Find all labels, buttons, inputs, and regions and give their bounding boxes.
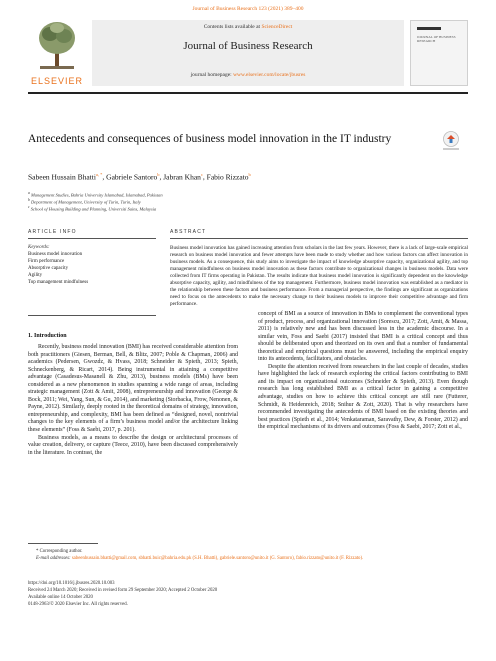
- available-online: Available online 14 October 2020: [28, 595, 93, 600]
- email-label: E-mail addresses:: [36, 556, 71, 561]
- cover-text: JOURNAL OF BUSINESS RESEARCH: [417, 35, 456, 43]
- keyword: Business model innovation: [28, 252, 83, 257]
- received-dates: Received 24 March 2020; Received in revised form 29 September 2020; Accepted 2 October 2020: [28, 588, 218, 593]
- affiliation: [28, 205, 448, 212]
- author-sup[interactable]: c: [200, 172, 203, 177]
- corresponding-author-note: * Corresponding author.: [36, 549, 83, 554]
- homepage-prefix: journal homepage:: [190, 72, 234, 78]
- body-paragraph: concept of BMI as a source of innovation in BMs to complement the conventional types of product, process, and organizational innovation (Sorescu, 2017; Zott, Amit, & Massa, 2011) is relatively new and has been discussed less in the academic discourse. In a similar vein, Foss and Saebi (2017) insisted that BMI is a critical concept and thus should be deliberated upon and theorized on its own and that a number of fundamental theoretical and empirical questions must be answered, including the empirical enquiry into its antecedents, facilitators, and obstacles.: [258, 311, 468, 363]
- affiliation: [28, 198, 448, 205]
- author-sup[interactable]: b: [157, 172, 160, 177]
- journal-cover-thumbnail: [410, 20, 468, 86]
- keyword: Top management mindfulness: [28, 280, 89, 285]
- elsevier-logo: [28, 20, 86, 86]
- body-paragraph: Recently, business model innovation (BMI) has received considerable attention from both practitioners (Giesen, Berman, Bell, & Blitz, 2007; Poble & Chapman, 2006) and academics (Pedersen, Gwozdz, & Hvass, 2018; Schneider & Spieth, 2013; Spieth, Schneckenberg, & Ricart, 2014). Being instrumental in attaining a competitive advantage (Casadesus-Masanell & Zhu, 2013), business models (BMs) have been considered as a new phenomenon in studies spanning a wide range of areas, including strategic management (Zott & Amit, 2008), entrepreneurship and innovation (George & Bock, 2011; Wei, Yang, Sun, & Gu, 2014), and marketing (Storbacka, Frow, Nenonen, & Payne, 2012). Similarly, deeply rooted in the theoretical domains of strategy, innovation, entrepreneurship, and complexity, BMI has been defined as “designed, novel, nontrivial changes to the key elements of a firm’s business model and/or the architecture linking these elements” (Foss & Saebi, 2017, p. 201).: [28, 344, 238, 434]
- email-addresses: [36, 556, 468, 562]
- article-title: Antecedents and consequences of business model innovation in the IT industry: [28, 133, 392, 145]
- journal-masthead: [92, 20, 404, 86]
- body-paragraph: Business models, as a means to describe the design or architectural processes of value creation, delivery, or capture (Teece, 2010), have been discussed comprehensively in the literature. In contrast, the: [28, 434, 238, 456]
- section-heading-introduction: 1. Introduction: [28, 333, 67, 339]
- keyword: Absorptive capacity: [28, 266, 69, 271]
- affiliation-text: School of Housing Building and Planning, Universiti Sains, Malaysia: [30, 206, 157, 212]
- author-name[interactable]: Jabran Khan: [163, 172, 201, 182]
- elsevier-tree-icon: [36, 20, 78, 72]
- affiliation-text: Management Studies, Bahria University Islamabad, Islamabad, Pakistan: [31, 192, 163, 198]
- affiliation-sup: a: [28, 191, 30, 195]
- doi-link[interactable]: https://doi.org/10.1016/j.jbusres.2020.10.003: [28, 581, 115, 586]
- copyright-line: 0148-2963/© 2020 Elsevier Inc. All rights reserved.: [28, 602, 128, 607]
- journal-title: Journal of Business Research: [183, 40, 313, 52]
- author-sup[interactable]: b: [248, 172, 251, 177]
- sciencedirect-link[interactable]: ScienceDirect: [261, 24, 293, 30]
- article-info-heading: ARTICLE INFO: [28, 229, 77, 235]
- author-name[interactable]: Fabio Rizzato: [206, 172, 249, 182]
- contents-prefix: Contents lists available at: [203, 24, 262, 30]
- author-list: Sabeen Hussain Bhatti$^{a, *}$, Gabriele Santoro$^b$, Jabran Khan$^c$, Fabio Rizzato$^b$: [28, 172, 251, 182]
- article-info-rule: [28, 238, 156, 239]
- header-rule: [28, 92, 468, 94]
- affiliation-sup: b: [28, 198, 30, 202]
- affiliation: [28, 191, 448, 198]
- body-column-left: [28, 344, 238, 457]
- abstract-rule: [170, 238, 468, 239]
- article-info-bottom-rule: [28, 315, 156, 316]
- cover-bar: [417, 27, 441, 30]
- affiliation-text: Department of Management, University of Turin, Turin, Italy: [31, 199, 141, 205]
- abstract-text: Business model innovation has gained increasing attention from scholars in the last few years. However, there is a lack of large-scale empirical research on business model innovation and fewer attempts have been made to study whether and how various factors can affect innovation in business models. As a consequence, this study aims to investigate the impact of knowledge absorptive capacity, organizational agility, and top management mindfulness on business model innovation as these factors contribute to organizational changes in business models. Data were collected from IT firms operating in Pakistan. The results indicate that business model innovation is significantly dependent on the knowledge absorptive capacity, agility, and mindfulness of the top management. Furthermore, business model innovation was established as a mediator in the relationship between these factors and business performance. From a managerial perspective, the findings are significant as organizations need to focus on the antecedents to make the necessary change to their business models to improve their competitive advantage and firm performance.: [170, 245, 468, 308]
- publisher-name: ELSEVIER: [30, 76, 84, 86]
- author-name[interactable]: Gabriele Santoro: [106, 172, 158, 182]
- homepage-link[interactable]: www.elsevier.com/locate/jbusres: [233, 72, 306, 78]
- author-name[interactable]: Sabeen Hussain Bhatti: [28, 172, 96, 182]
- keyword: Agility: [28, 273, 43, 278]
- running-head[interactable]: Journal of Business Research 123 (2021) 389–400: [192, 6, 304, 12]
- keyword: Firm performance: [28, 259, 65, 264]
- keywords-label: Keywords:: [28, 245, 50, 250]
- affiliation-sup: c: [28, 205, 30, 209]
- journal-homepage-line: [92, 72, 404, 78]
- author-sup[interactable]: a, *: [95, 172, 103, 177]
- footnote-rule: [28, 543, 98, 544]
- body-paragraph: Despite the attention received from researchers in the last couple of decades, studies have highlighted the lack of research exploring the critical factors contributing to BMI and its impact on organizational outcomes (Schneider & Spieth, 2013). Even though research has long established BMI as a critical factor in gaining a competitive advantage, studies on how to achieve this critical concept are still rare (Futterer, Schmidt, & Heidenreich, 2018; Snihur & Zott, 2020). That is why researchers have recommended investigating the antecedents of BMI based on the existing theories and best practices (Spieth et al., 2014; Venkataraman, Saravathy, Dew, & Forster, 2012) and the empirical mechanisms of its drivers and outcomes (Foss & Saebi, 2017; Zott et al.,: [258, 363, 468, 431]
- body-column-right: [258, 311, 468, 432]
- email-links[interactable]: sabeenhussain.bhatti@gmail.com, sbhatti.buic@bahria.edu.pk (S.H. Bhatti), gabriele.santoro@unito.it (G. Santoro), fabio.rizzato@unito.it (F. Rizzato).: [71, 556, 364, 561]
- abstract-heading: ABSTRACT: [170, 229, 207, 235]
- check-for-updates-icon[interactable]: [440, 130, 462, 152]
- contents-line: [92, 24, 404, 30]
